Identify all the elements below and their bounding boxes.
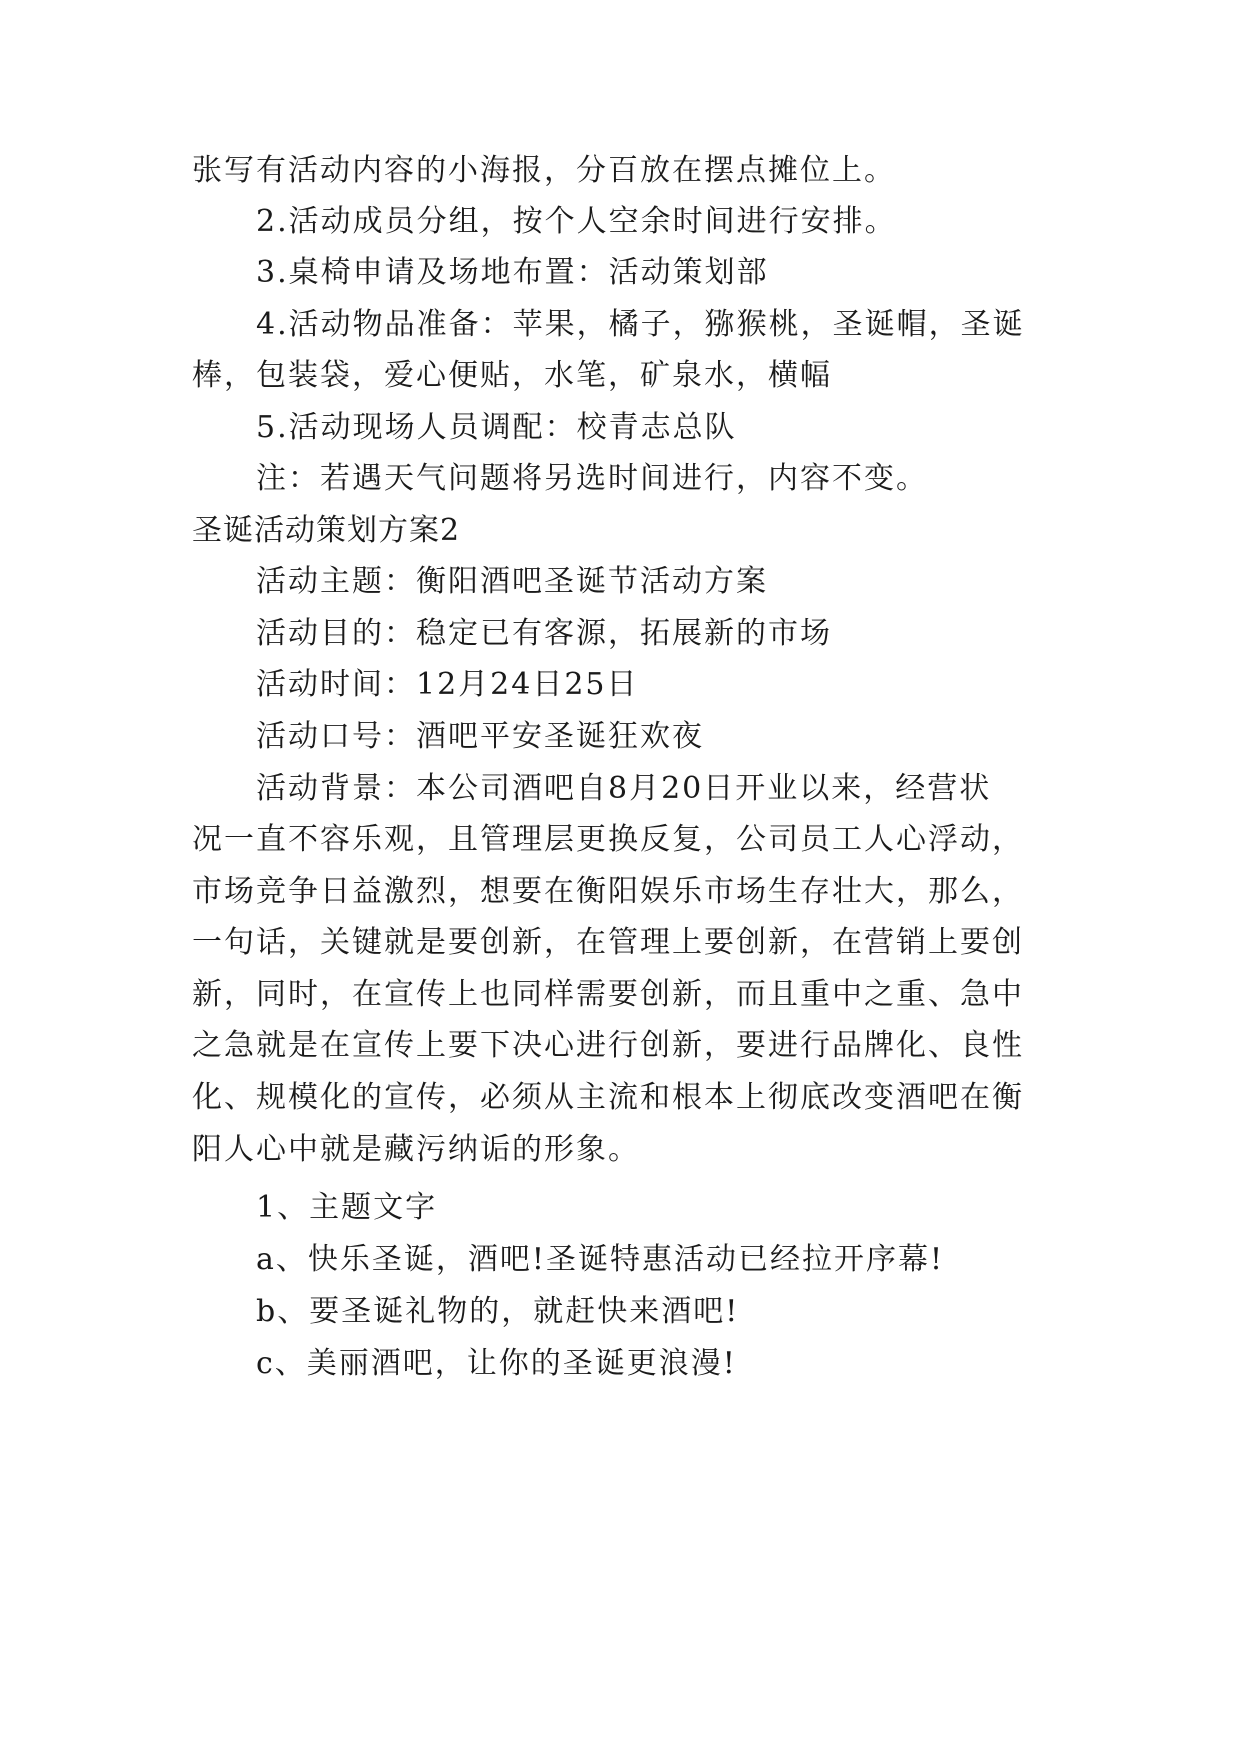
paragraph-line: 活动主题：衡阳酒吧圣诞节活动方案 [256, 564, 768, 599]
paragraph-line: 新，同时，在宣传上也同样需要创新，而且重中之重、急中 [192, 977, 1024, 1012]
paragraph-line: 之急就是在宣传上要下决心进行创新，要进行品牌化、良性 [192, 1028, 1024, 1063]
paragraph-line: 张写有活动内容的小海报，分百放在摆点摊位上。 [192, 153, 896, 188]
list-item: 3.桌椅申请及场地布置：活动策划部 [256, 255, 769, 290]
list-item: c、美丽酒吧，让你的圣诞更浪漫! [256, 1346, 737, 1381]
paragraph-line: 化、规模化的宣传，必须从主流和根本上彻底改变酒吧在衡 [192, 1080, 1024, 1115]
paragraph-line: 一句话，关键就是要创新，在管理上要创新，在营销上要创 [192, 925, 1024, 960]
paragraph-line: 活动时间：12月24日25日 [256, 667, 639, 702]
list-item: 4.活动物品准备：苹果，橘子，猕猴桃，圣诞帽，圣诞 [256, 307, 1025, 342]
paragraph-line: 活动背景：本公司酒吧自8月20日开业以来，经营状 [256, 771, 992, 806]
list-item: 5.活动现场人员调配：校青志总队 [256, 410, 737, 445]
note-line: 注：若遇天气问题将另选时间进行，内容不变。 [256, 461, 928, 496]
paragraph-line: 棒，包装袋，爱心便贴，水笔，矿泉水，横幅 [192, 358, 832, 393]
list-item: b、要圣诞礼物的，就赶快来酒吧! [256, 1294, 740, 1329]
paragraph-line: 活动目的：稳定已有客源，拓展新的市场 [256, 616, 832, 651]
paragraph-line: 阳人心中就是藏污纳诟的形象。 [192, 1132, 640, 1167]
list-item: 2.活动成员分组，按个人空余时间进行安排。 [256, 204, 897, 239]
paragraph-line: 况一直不容乐观，且管理层更换反复，公司员工人心浮动， [192, 822, 1024, 857]
paragraph-line: 活动口号：酒吧平安圣诞狂欢夜 [256, 719, 704, 754]
list-item: a、快乐圣诞，酒吧!圣诞特惠活动已经拉开序幕! [256, 1242, 944, 1277]
paragraph-line: 市场竞争日益激烈，想要在衡阳娱乐市场生存壮大，那么， [192, 874, 1024, 909]
section-heading: 圣诞活动策划方案2 [192, 513, 461, 548]
subheading: 1、主题文字 [256, 1190, 438, 1225]
